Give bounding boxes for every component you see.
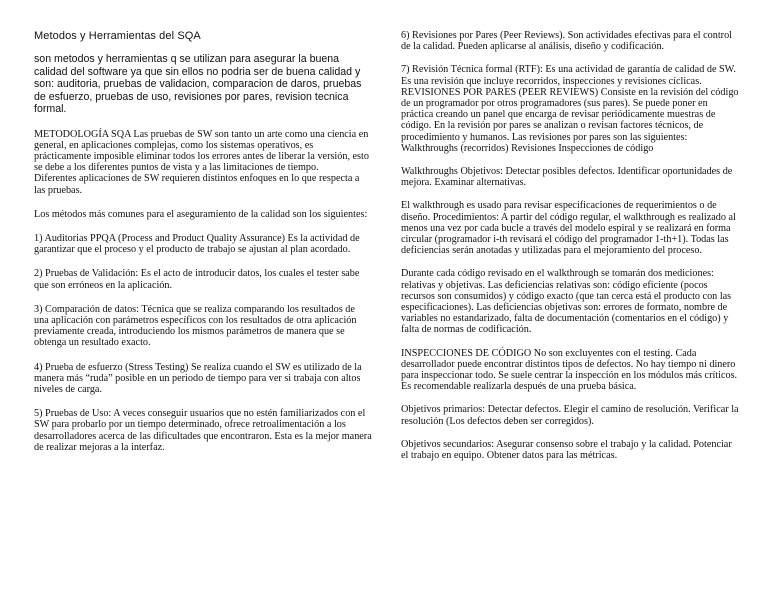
objetivos-primarios: Objetivos primarios: Detectar defectos. Elegir el camino de resolución. Verificar la resolución (Los defectos deben ser corregidos). — [401, 404, 739, 427]
diferentes-paragraph: Diferentes aplicaciones de SW requieren distintos enfoques en lo que respecta a las pruebas. — [34, 173, 360, 196]
right-column — [401, 30, 739, 461]
walkthrough-descripcion: El walkthrough es usado para revisar especificaciones de requerimientos o de diseño. Procedimientos: A partir del código regular, el walkthrough es realizado al menos una vez por cada bucle a través del modelo espiral y se realizará en forma circular (programador i-th revisará el código del programador 1-th+1). Todas las deficiencias serán anotadas y utilizadas para el mejoramiento del proceso. — [401, 200, 736, 257]
item-auditorias: 1) Auditorias PPQA (Process and Product Quality Assurance) Es la actividad de garantizar que el proceso y el producto de trabajo se ajustan al plan acordado. — [34, 232, 360, 256]
walkthrough-objetivos: Walkthroughs Objetivos: Detectar posibles defectos. Identificar oportunidades de mejora. Examinar alternativas. — [401, 166, 733, 189]
objetivos-secundarios: Objetivos secundarios: Asegurar consenso sobre el trabajo y la calidad. Potenciar el trabajo en equipo. Obtener datos para las métricas. — [401, 438, 732, 462]
left-column — [34, 30, 372, 453]
item-pruebas-uso: 5) Pruebas de Uso: A veces conseguir usuarios que no estén familiarizados con el SW para probarlo por un tiempo determinado, ofrece retroalimentación a los desarrolladores acerca de las dificultades que encontraron. Esta es la mejor manera de realizar mejoras a la interfaz. — [34, 408, 372, 453]
item-revision-tecnica: 7) Revisión Técnica formal (RTF): Es una actividad de garantía de calidad de SW. Es una revisión que incluye recorridos, inspecciones y revisiones cíclicas. REVISIONES POR PARES (PEER REVIEWS) Consiste en la revisión del código de un programador por otros programadores (sus pares). Se puede poner en práctica creando un panel que encarga de revisar periódicamente muestras de código. En la revisión por pares se analizan o revisan factores técnicos, de procedimiento y humanos. Las revisiones por pares son las siguientes: Walkthroughs (recorridos) Revisiones Inspecciones de código — [401, 64, 739, 154]
durante-paragraph: Durante cada código revisado en el walkthrough se tomarán dos mediciones: relativas y objetivas. Las deficiencias relativas son: código eficiente (pocos recursos son consumidos) y código exacto (que tan cerca está el producto con las especificaciones). Las deficiencias objetivas son: errores de formato, nombre de variables no estandarizado, falta de documentación (comentarios en el código) y falta de normas de codificación. — [401, 268, 732, 336]
document-title: Metodos y Herramientas del SQA — [34, 30, 201, 42]
inspecciones-paragraph: INSPECCIONES DE CÓDIGO No son excluyentes con el testing. Cada desarrollador puede encontrar distintos tipos de defectos. No hay tiempo ni dinero para inspeccionar todo. Se suele centrar la inspección en los módulos más críticos. Es recomendable realizarla después de una prueba básica. — [401, 347, 738, 393]
intro-paragraph: son metodos y herramientas q se utilizan para asegurar la buena calidad del software ya que sin ellos no podria ser de buena calidad y son: auditoria, pruebas de validacion, comparacion de daros, pruebas de esfuerzo, pruebas de uso, revisiones por pares, revision tecnica formal. — [34, 53, 362, 115]
item-prueba-esfuerzo: 4) Prueba de esfuerzo (Stress Testing) Se realiza cuando el SW es utilizado de la manera más “ruda” posible en un periodo de tiempo para ver si trabaja con altos niveles de carga. — [34, 361, 362, 395]
item-revisiones-pares: 6) Revisiones por Pares (Peer Reviews). Son actividades efectivas para el control de la calidad. Pueden aplicarse al análisis, diseño y codificación. — [401, 30, 732, 53]
item-pruebas-validacion: 2) Pruebas de Validación: Es el acto de introducir datos, los cuales el tester sabe que son erróneos en la aplicación. — [34, 268, 360, 291]
metodos-intro-paragraph: Los métodos más comunes para el aseguramiento de la calidad son los siguientes: — [34, 208, 368, 220]
metodologia-paragraph: METODOLOGÍA SQA Las pruebas de SW son tanto un arte como una ciencia en general, en aplicaciones complejas, como los sistemas operativos, es prácticamente imposible eliminar todos los errores antes de liberar la versión, esto se debe a los diferentes puntos de vista y a las limitaciones de tiempo. — [34, 128, 369, 174]
item-comparacion-datos: 3) Comparación de datos: Técnica que se realiza comparando los resultados de una aplicación con parámetros específicos con los resultados de otra aplicación previamente creada, introduciendo los mismos parámetros de manera que se obtenga un resultado exacto. — [34, 303, 357, 349]
